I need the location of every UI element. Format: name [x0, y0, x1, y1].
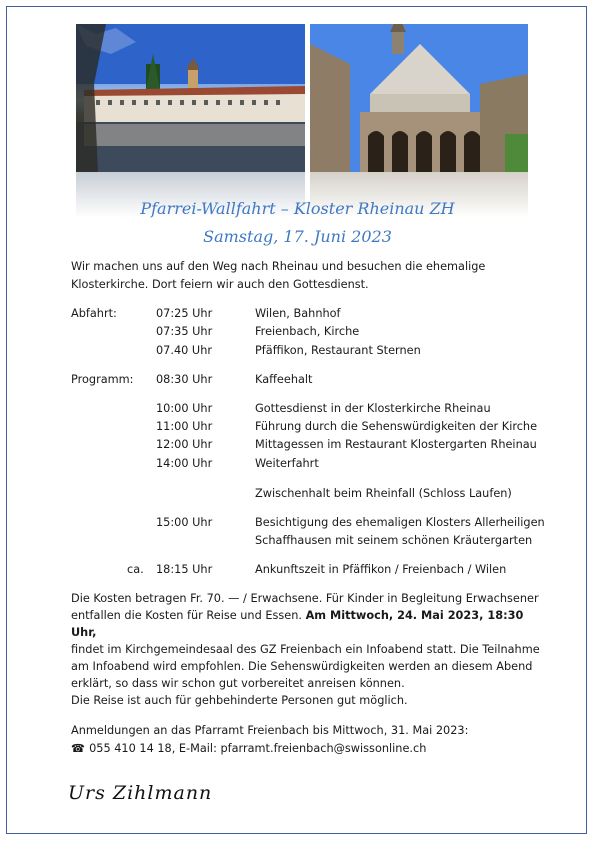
departure-place-1: Wilen, Bahnhof: [255, 307, 341, 320]
photo-klosterkirche: [310, 24, 528, 172]
costs-line-4: am Infoabend wird empfohlen. Die Sehenswürdigkeiten werden an diesem Abend: [71, 660, 533, 673]
infoabend-date: Am Mittwoch, 24. Mai 2023, 18:30 Uhr,: [71, 609, 524, 639]
departure-place-2: Freienbach, Kirche: [255, 325, 360, 338]
program-desc-2: Führung durch die Sehenswürdigkeiten der Kirche: [255, 420, 538, 433]
program-desc-6: Ankunftszeit in Pfäffikon / Freienbach / Wilen: [255, 563, 507, 576]
program-time-1: 10:00 Uhr: [156, 402, 213, 415]
program-approx-prefix: ca.: [127, 563, 144, 576]
departure-time-3: 07.40 Uhr: [156, 344, 213, 357]
program-desc-0: Kaffeehalt: [255, 373, 313, 386]
program-time-5: 15:00 Uhr: [156, 516, 213, 529]
costs-line-2a: entfallen die Kosten für Reise und Essen.: [71, 609, 306, 622]
costs-line-2: [71, 607, 551, 641]
program-desc-5b: Schaffhausen mit seinem schönen Kräutergarten: [255, 534, 533, 547]
program-stop: Zwischenhalt beim Rheinfall (Schloss Laufen): [255, 487, 512, 500]
program-time-3: 12:00 Uhr: [156, 438, 213, 451]
program-desc-1: Gottesdienst in der Klosterkirche Rheinau: [255, 402, 491, 415]
departure-time-2: 07:35 Uhr: [156, 325, 213, 338]
program-desc-4: Weiterfahrt: [255, 457, 319, 470]
program-time-0: 08:30 Uhr: [156, 373, 213, 386]
costs-paragraph: [71, 590, 551, 692]
title-pilgrimage: Pfarrei-Wallfahrt – Kloster Rheinau ZH: [140, 199, 455, 218]
registration-line-1: Anmeldungen an das Pfarramt Freienbach bis Mittwoch, 31. Mai 2023:: [71, 724, 469, 737]
intro-line-1: Wir machen uns auf den Weg nach Rheinau und besuchen die ehemalige: [71, 260, 486, 273]
departure-place-3: Pfäffikon, Restaurant Sternen: [255, 344, 421, 357]
registration-contact[interactable]: 055 410 14 18, E-Mail: pfarramt.freienbach@swissonline.ch: [89, 742, 427, 755]
intro-line-2: Klosterkirche. Dort feiern wir auch den Gottesdienst.: [71, 278, 369, 291]
program-time-2: 11:00 Uhr: [156, 420, 213, 433]
program-desc-5a: Besichtigung des ehemaligen Klosters Allerheiligen: [255, 516, 545, 529]
departure-time-1: 07:25 Uhr: [156, 307, 213, 320]
costs-line-1: Die Kosten betragen Fr. 70. — / Erwachsene. Für Kinder in Begleitung Erwachsener: [71, 592, 539, 605]
program-time-6: 18:15 Uhr: [156, 563, 213, 576]
departure-label: Abfahrt:: [71, 307, 117, 320]
costs-line-5: erklärt, so dass wir schon gut vorbereitet anreisen können.: [71, 677, 405, 690]
phone-icon: ☎: [71, 742, 86, 755]
photo-rheinau-riverside: [76, 24, 305, 172]
title-date: Samstag, 17. Juni 2023: [203, 227, 392, 246]
signature: Urs Zihlmann: [68, 782, 213, 804]
costs-line-3: findet im Kirchgemeindesaal des GZ Freienbach ein Infoabend statt. Die Teilnahme: [71, 643, 540, 656]
program-desc-3: Mittagessen im Restaurant Klostergarten Rheinau: [255, 438, 537, 451]
program-label: Programm:: [71, 373, 134, 386]
program-time-4: 14:00 Uhr: [156, 457, 213, 470]
accessibility-note: Die Reise ist auch für gehbehinderte Personen gut möglich.: [71, 694, 408, 707]
registration-line-2: [71, 740, 426, 757]
